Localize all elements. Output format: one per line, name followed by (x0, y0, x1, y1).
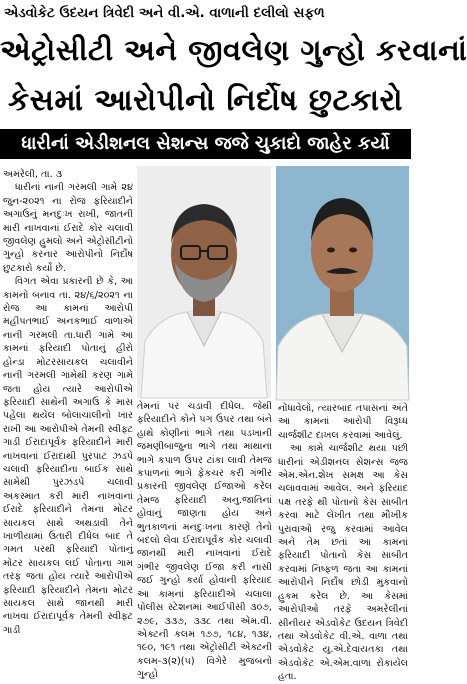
article-paragraph: આ કામે ચાર્જશીટ થયા પછી ધારીનાં એડીશનલ સેશન્સ જજ એમ.એન.શેખ સમક્ષ આ કેસ ચલાવવામાં આવેલ. અને ફરિયાદ પક્ષ તરફે થી પોતાનો કેસ સાબીત કરવા માટે લેખીત તથા મૌખીક પુરાવાઓ રજુ કરવામાં આવેલ અને તેમ છતાં આ કામનાં ફરિયાદી પોતાનો કેસ સાબીત કરવામાં નિષ્ફળ જતા આ કામનાં આરોપીને નિર્દોષ છોડી મુકવાનો હુકમ કરેલ છે. આ કેસમાં આરોપીઓ તરફે અમરેલીનાં સીનીયર એડવોકેટ ઉદયન ત્રિવેદી તથા એડવોકેટ વી.એ. વાળા તથા એડવોકેટ યુ.એ.દેવાયતકા તથા એડવોકેટ એ.એમ.વાળા રોકાયેલ હતા. (278, 443, 408, 683)
dateline: અમરેલી, તા. ૩ (3, 169, 63, 180)
headline-line-1: એટ્રોસીટી અને જીવલેણ ગુન્હો કરવાનાં (0, 33, 467, 67)
article-column-1 (3, 168, 133, 636)
article-paragraph: વિગત એવા પ્રકારની છે કે, આ કામનો બનાવ તા. ૨૪/૬/૨૦૨૧ ના રોજ આ કામનાં આરોપી મહીપતભાઈ અનકભાઈ વાળાએ નાની ગરમલી તા.ધારી ગામે આ કામનાં ફરિયાદી પોતાનું હીરો હોન્ડા મોટરસાયકલ ચલાવીને નાની ગરમલી ગામેથી કરણ ગામે જતા હોય ત્યારે આરોપીએ ફરિયાદી સાથેની અગાઉ કે માસ પહેલા થયેલ બોલાચાલીનો ખાર રાખી આ આરોપીએ તેમની સ્વીફ્ટ ગાડી ઈરાદાપૂર્વક ફરિયાદીને મારી નાખવાનાં ઈરાદાથી પુરપાટ ઝડપે ચલાવી ફરિયાદીના બાઈક સાથે સામેથી પુરઝડપે ચલાવી અકસ્માત કરી મારી નાખવાનાં ઈરાદે ફરિયાદીને તેમના મોટર સાયકલ સાથે અથડાવી તેને ખાળીયામાં ઉતારી દીધેલ બાદ તે ગમત પરથી ફરિયાદી પોતાનું મોટર સાયકલ લઈ પોતાના ગામ તરફ જતા હોય ત્યારે આરોપીએ ફરિયાદી ફરિયાદીને તેમના મોટર સાયકલ સાથે જાનથી મારી નાખવા ઈરાદાપૂર્વક તેમની સ્વીફ્ટ ગાડી (3, 276, 133, 636)
article-paragraph: ધારીનાં નાની ગરમલી ગામે ૨૪ જુન-૨૦૨૧ ના રોજ ફરિયાદીને અગાઉનું મનદુઃખ રાખી, જાતની મારી નાખવાનાં ઈરાદે કોર ચલાવી જીવલેણ હુમલો અને એટ્રોસીટીનો ગુન્હો કરનાર આરોપીનો નિર્દોષ છુટકારો કર્યો છે. (3, 182, 133, 274)
article-column-3 (278, 402, 408, 683)
portrait-photo-advocate-left (137, 166, 271, 398)
kicker-line: એડવોકેટ ઉદયન ત્રિવેદી અને વી.એ. વાળાની દલીલો સફળ (4, 5, 325, 21)
portrait-photo-advocate-right (276, 166, 409, 400)
article-column-2 (137, 400, 272, 681)
article-paragraph: તેમનાં પર ચડાવી દીધેલ. જેથી ફરિયાદીને કોને પગ ઉપર તથા બંને હાથે કોણીનાં ભાગે તથા પડખાની જમણીબાજુના ભાગે તથા માથાના ભાગે કપાળ ઉપર ટાંકા લાવી તેમજ કપાળનાં ભાગે ફેકચર કરી ગંભીર પ્રકારની જીવલેણ ઈજાઓ કરેલ તેમજ ફરિયાદી અનુ.જાતિનાં હોવાનું જાણતા હોય અને ભુતકાળનાં મનદુઃખના કારણે તેનો બદલો લેવા ઈરાદાપૂર્વક કોર ચલાવી જાનથી મારી નાખવાનાં ઈરાદે ગંભીર જીવલેણ ઈજા કરી નાસી જઈ ગુન્હો કર્યા હોવાની ફરિયાદ આ કામનાં ફરિયાદીએ ચલાલા પોલીસ સ્ટેશનમાં આઈપીસી ૩૦૭, ૨૭૯, ૩૩૭, ૩૩૮ તથા એમ.વી. એક્ટની કલમ ૧૭૭, ૧૮૪, ૧૩૪, ૧૯૦, ૧૯૧ તથા એટ્રોસીટી એક્ટની કલમ-૩(૨)(૫) વિગેરે મુજબનો ગુન્હો (137, 401, 272, 681)
article-paragraph: નોંધાવેલો, ત્યારબાદ તપાસનાં અંતે આ કામનાં આરોપી વિરૂધ્ધ ચાર્જશીટ દાખલ કરવામાં આવેલું. (278, 403, 408, 441)
headline-line-2: કેસમાં આરોપીનો નિર્દોષ છુટકારો (8, 83, 403, 118)
portrait-left-svg (137, 166, 271, 398)
subheadline-text: ધારીનાં એડીશનલ સેશન્સ જજે ચુકાદો જાહેર કર્યો (21, 133, 390, 154)
portrait-right-svg (276, 166, 409, 400)
subheadline-bar (0, 129, 411, 159)
